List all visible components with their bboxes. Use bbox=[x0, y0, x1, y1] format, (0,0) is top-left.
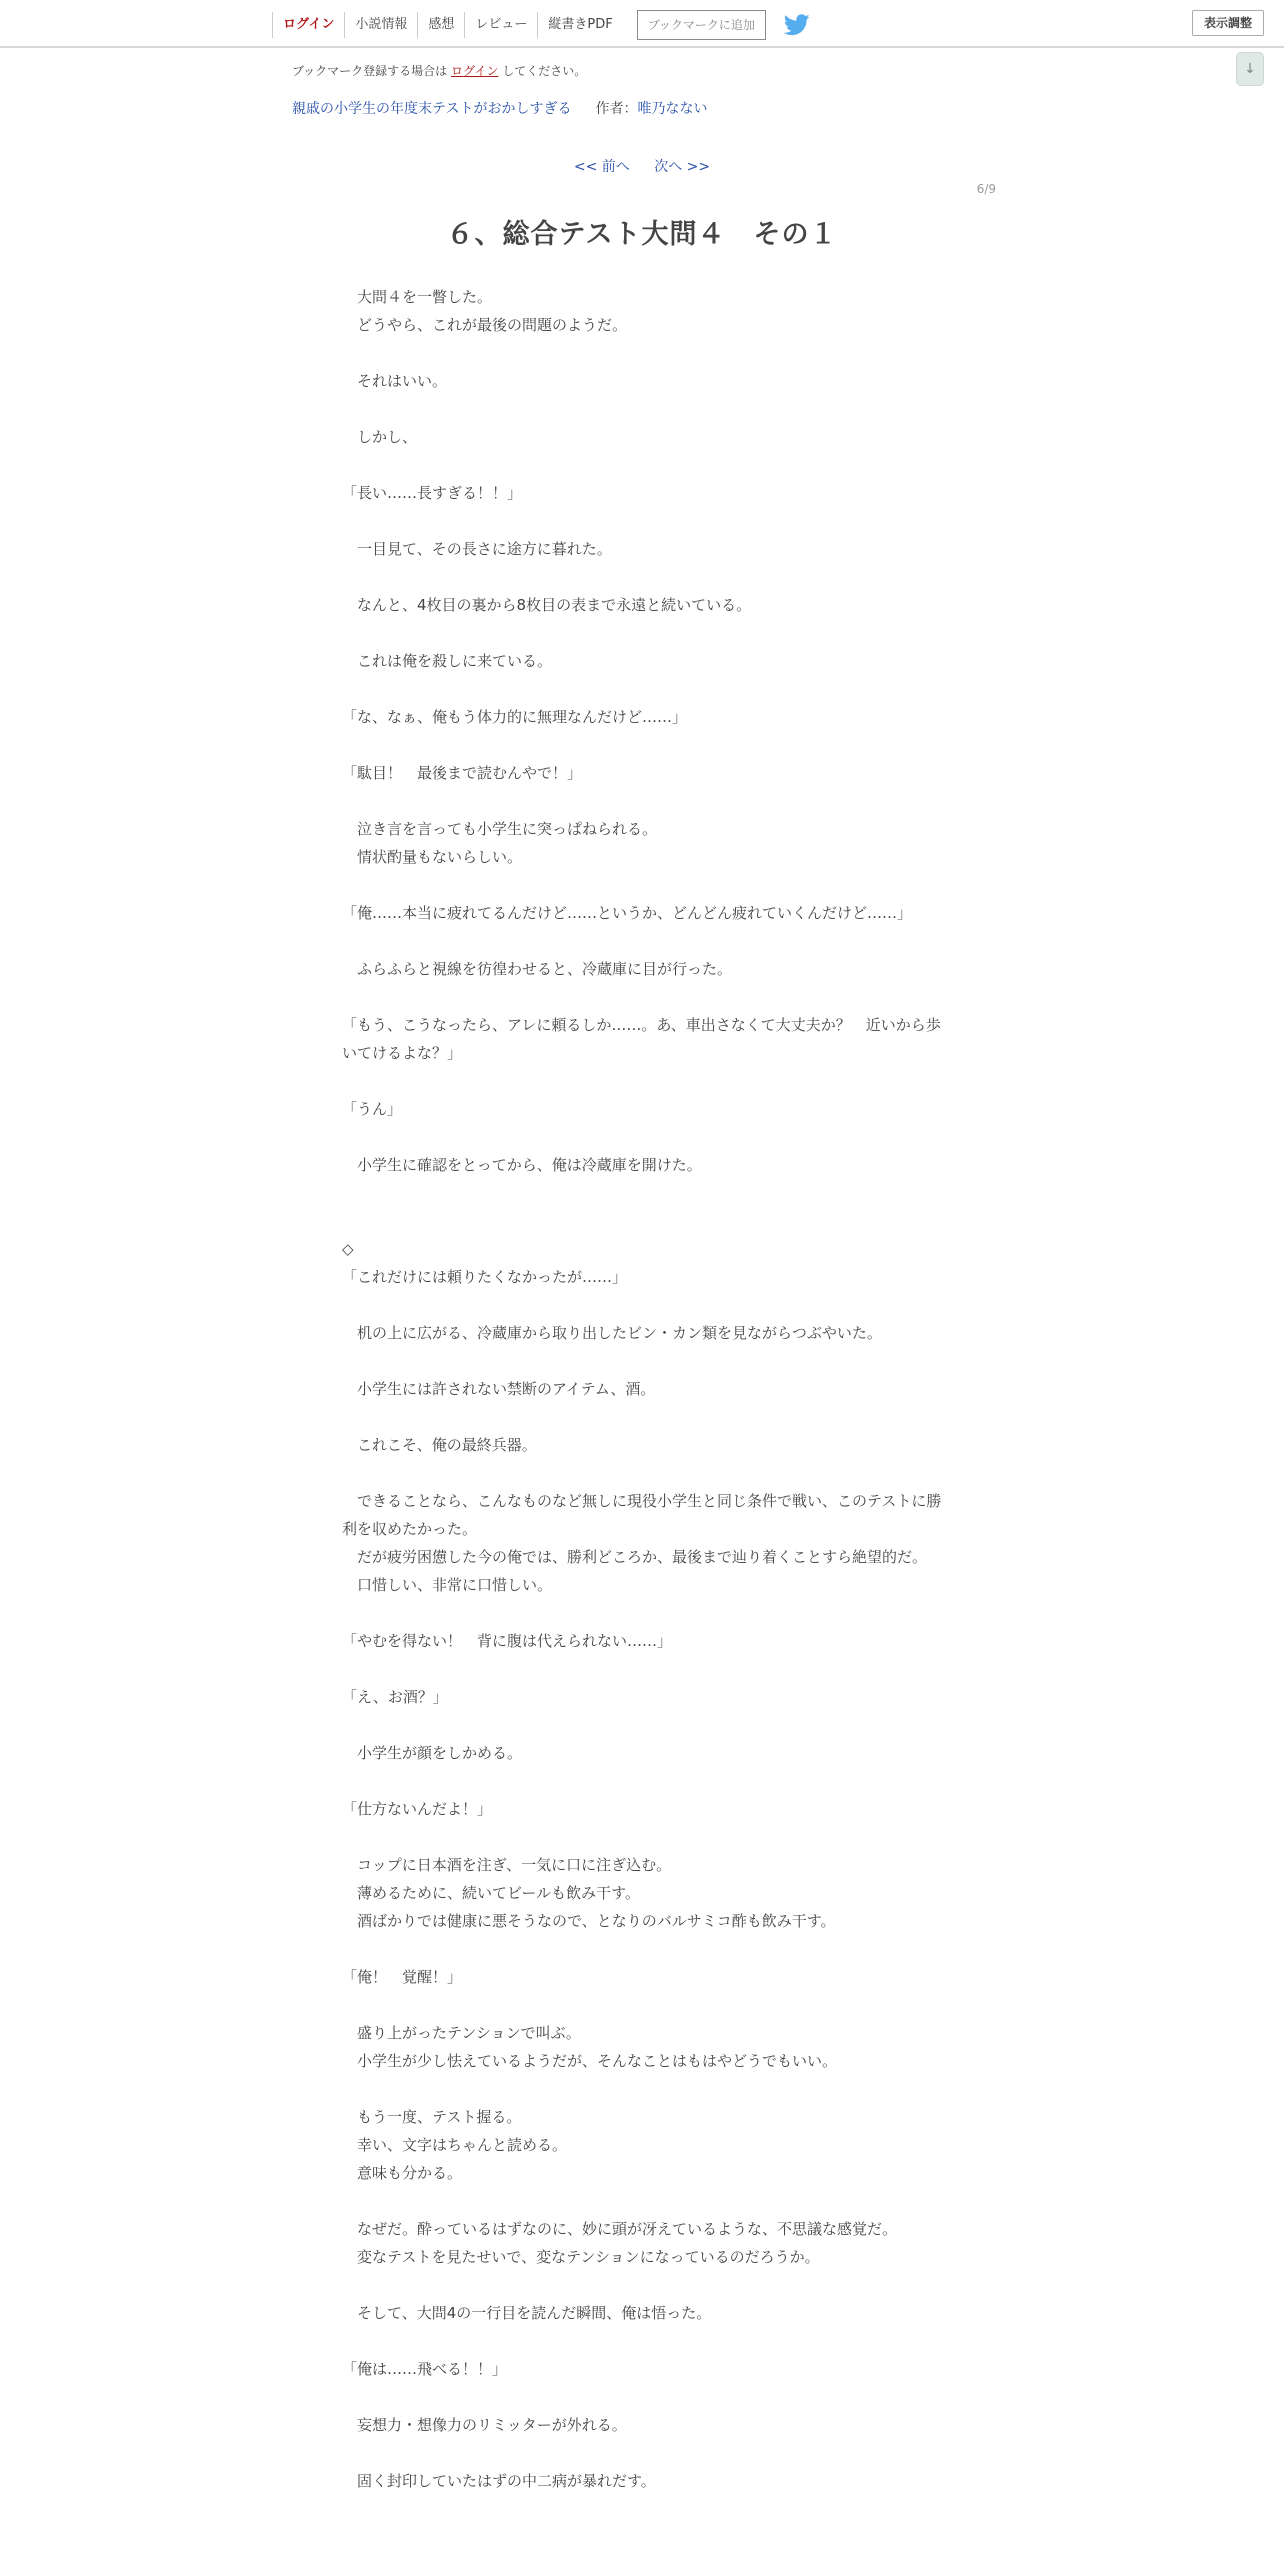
nav-review-link[interactable]: レビュー bbox=[464, 12, 537, 38]
author-link[interactable]: 唯乃なない bbox=[637, 101, 708, 117]
body-line: コップに日本酒を注ぎ、一気に口に注ぎ込む。 bbox=[342, 1856, 672, 1874]
body-line bbox=[342, 927, 942, 955]
body-line bbox=[342, 1067, 942, 1095]
body-line: もう一度、テスト握る。 bbox=[342, 2108, 522, 2126]
body-line bbox=[342, 1711, 942, 1739]
pager bbox=[0, 156, 1284, 176]
body-line: 意味も分かる。 bbox=[342, 2164, 463, 2182]
body-line: 「俺！ 覚醒！」 bbox=[342, 1968, 463, 1986]
body-line: これは俺を殺しに来ている。 bbox=[342, 652, 553, 670]
author-label: 作者： bbox=[595, 101, 638, 117]
body-line: 薄めるために、続いてビールも飲み干す。 bbox=[342, 1884, 640, 1902]
body-line: それはいい。 bbox=[342, 372, 448, 390]
novel-body bbox=[342, 283, 942, 2495]
body-line bbox=[342, 1347, 942, 1375]
body-line: なんと、4枚目の裏から8枚目の表まで永遠と続いている。 bbox=[342, 596, 752, 614]
body-line bbox=[342, 2075, 942, 2103]
nav-login-link[interactable]: ログイン bbox=[272, 12, 344, 38]
body-line: 「これだけには頼りたくなかったが……」 bbox=[342, 1268, 628, 1286]
body-line bbox=[342, 619, 942, 647]
body-line bbox=[342, 2271, 942, 2299]
bookmark-notice-suffix: してください。 bbox=[502, 64, 587, 78]
main-nav bbox=[272, 12, 810, 38]
body-line: なぜだ。酔っているはずなのに、妙に頭が冴えているような、不思議な感覚だ。 bbox=[342, 2220, 898, 2238]
body-line: 「俺……本当に疲れてるんだけど……というか、どんどん疲れていくんだけど……」 bbox=[342, 904, 913, 922]
body-line: 固く封印していたはずの中二病が暴れだす。 bbox=[342, 2472, 656, 2490]
body-line bbox=[342, 1291, 942, 1319]
body-line: 酒ばかりでは健康に悪そうなので、となりのバルサミコ酢も飲み干す。 bbox=[342, 1912, 836, 1930]
body-line: 口惜しい、非常に口惜しい。 bbox=[342, 1576, 553, 1594]
body-line: 「やむを得ない！ 背に腹は代えられない……」 bbox=[342, 1632, 673, 1650]
body-line bbox=[342, 983, 942, 1011]
body-line: 小学生が少し怯えているようだが、そんなことはもはやどうでもいい。 bbox=[342, 2052, 838, 2070]
body-line: 小学生が顔をしかめる。 bbox=[342, 1744, 523, 1762]
body-line bbox=[342, 339, 942, 367]
prev-page-link[interactable]: << 前へ bbox=[573, 159, 630, 175]
top-header bbox=[0, 0, 1284, 48]
body-line: 「え、お酒？」 bbox=[342, 1688, 448, 1706]
display-settings-button[interactable]: 表示調整 bbox=[1192, 10, 1264, 36]
body-line bbox=[342, 2187, 942, 2215]
body-line bbox=[342, 2327, 942, 2355]
body-line: できることなら、こんなものなど無しに現役小学生と同じ条件で戦い、このテストに勝利を収めたかった。 bbox=[342, 1492, 942, 1538]
body-line bbox=[342, 2383, 942, 2411]
body-line: どうやら、これが最後の問題のようだ。 bbox=[342, 316, 628, 334]
chapter-title: ６、総合テスト大問４ その１ bbox=[446, 219, 838, 250]
body-line: ふらふらと視線を彷徨わせると、冷蔵庫に目が行った。 bbox=[342, 960, 733, 978]
bookmark-login-link[interactable]: ログイン bbox=[451, 64, 499, 78]
body-line bbox=[342, 507, 942, 535]
body-line: 「長い……長すぎる！！」 bbox=[342, 484, 523, 502]
body-line: しかし、 bbox=[342, 428, 418, 446]
body-line: 情状酌量もないらしい。 bbox=[342, 848, 523, 866]
body-line: 大問４を一瞥した。 bbox=[342, 288, 493, 306]
body-line: ◇ bbox=[342, 1240, 354, 1258]
body-line: 「仕方ないんだよ！」 bbox=[342, 1800, 493, 1818]
body-line bbox=[342, 451, 942, 479]
body-line: 机の上に広がる、冷蔵庫から取り出したビン・カン類を見ながらつぶやいた。 bbox=[342, 1324, 882, 1342]
novel-info-line bbox=[292, 98, 707, 118]
body-line bbox=[342, 871, 942, 899]
body-line: 「な、なぁ、俺もう体力的に無理なんだけど……」 bbox=[342, 708, 688, 726]
body-line: これこそ、俺の最終兵器。 bbox=[342, 1436, 537, 1454]
add-bookmark-button[interactable]: ブックマークに追加 bbox=[637, 10, 766, 40]
body-line: そして、大問4の一行目を読んだ瞬間、俺は悟った。 bbox=[342, 2304, 712, 2322]
body-line: 幸い、文字はちゃんと読める。 bbox=[342, 2136, 568, 2154]
nav-impressions-link[interactable]: 感想 bbox=[417, 12, 464, 38]
page-count: 6/9 bbox=[976, 182, 996, 196]
body-line: 小学生に確認をとってから、俺は冷蔵庫を開けた。 bbox=[342, 1156, 702, 1174]
body-line bbox=[342, 1179, 942, 1207]
body-line: 「駄目！ 最後まで読むんやで！」 bbox=[342, 764, 583, 782]
nav-novel-info-link[interactable]: 小説情報 bbox=[344, 12, 417, 38]
body-line bbox=[342, 1823, 942, 1851]
body-line bbox=[342, 395, 942, 423]
body-line bbox=[342, 1935, 942, 1963]
scroll-down-button[interactable]: ↓ bbox=[1236, 52, 1264, 86]
body-line: だが疲労困憊した今の俺では、勝利どころか、最後まで辿り着くことすら絶望的だ。 bbox=[342, 1548, 928, 1566]
body-line bbox=[342, 1767, 942, 1795]
twitter-icon[interactable] bbox=[784, 14, 810, 36]
body-line: 「もう、こうなったら、アレに頼るしか……。あ、車出さなくて大丈夫か？ 近いから歩いてけるよな？」 bbox=[342, 1016, 941, 1062]
body-line bbox=[342, 675, 942, 703]
body-line bbox=[342, 1655, 942, 1683]
body-line: 一目見て、その長さに途方に暮れた。 bbox=[342, 540, 612, 558]
body-line: 妄想力・想像力のリミッターが外れる。 bbox=[342, 2416, 627, 2434]
body-line bbox=[342, 731, 942, 759]
bookmark-notice-text: ブックマーク登録する場合は bbox=[292, 64, 448, 78]
body-line bbox=[342, 1207, 942, 1235]
body-line: 「俺は……飛べる！！」 bbox=[342, 2360, 508, 2378]
body-line: 泣き言を言っても小学生に突っぱねられる。 bbox=[342, 820, 658, 838]
body-line bbox=[342, 1599, 942, 1627]
body-line bbox=[342, 1459, 942, 1487]
body-line: 小学生には許されない禁断のアイテム、酒。 bbox=[342, 1380, 656, 1398]
body-line bbox=[342, 1403, 942, 1431]
body-line bbox=[342, 787, 942, 815]
body-line: 「うん」 bbox=[342, 1100, 403, 1118]
body-line bbox=[342, 1991, 942, 2019]
body-line: 盛り上がったテンションで叫ぶ。 bbox=[342, 2024, 581, 2042]
bookmark-notice bbox=[292, 62, 586, 79]
body-line bbox=[342, 1123, 942, 1151]
body-line: 変なテストを見たせいで、変なテンションになっているのだろうか。 bbox=[342, 2248, 820, 2266]
next-page-link[interactable]: 次へ >> bbox=[654, 159, 711, 175]
body-line bbox=[342, 563, 942, 591]
body-line bbox=[342, 2439, 942, 2467]
novel-title-link[interactable]: 親戚の小学生の年度末テストがおかしすぎる bbox=[292, 101, 572, 117]
nav-vertical-pdf-link[interactable]: 縦書きPDF bbox=[537, 12, 622, 38]
